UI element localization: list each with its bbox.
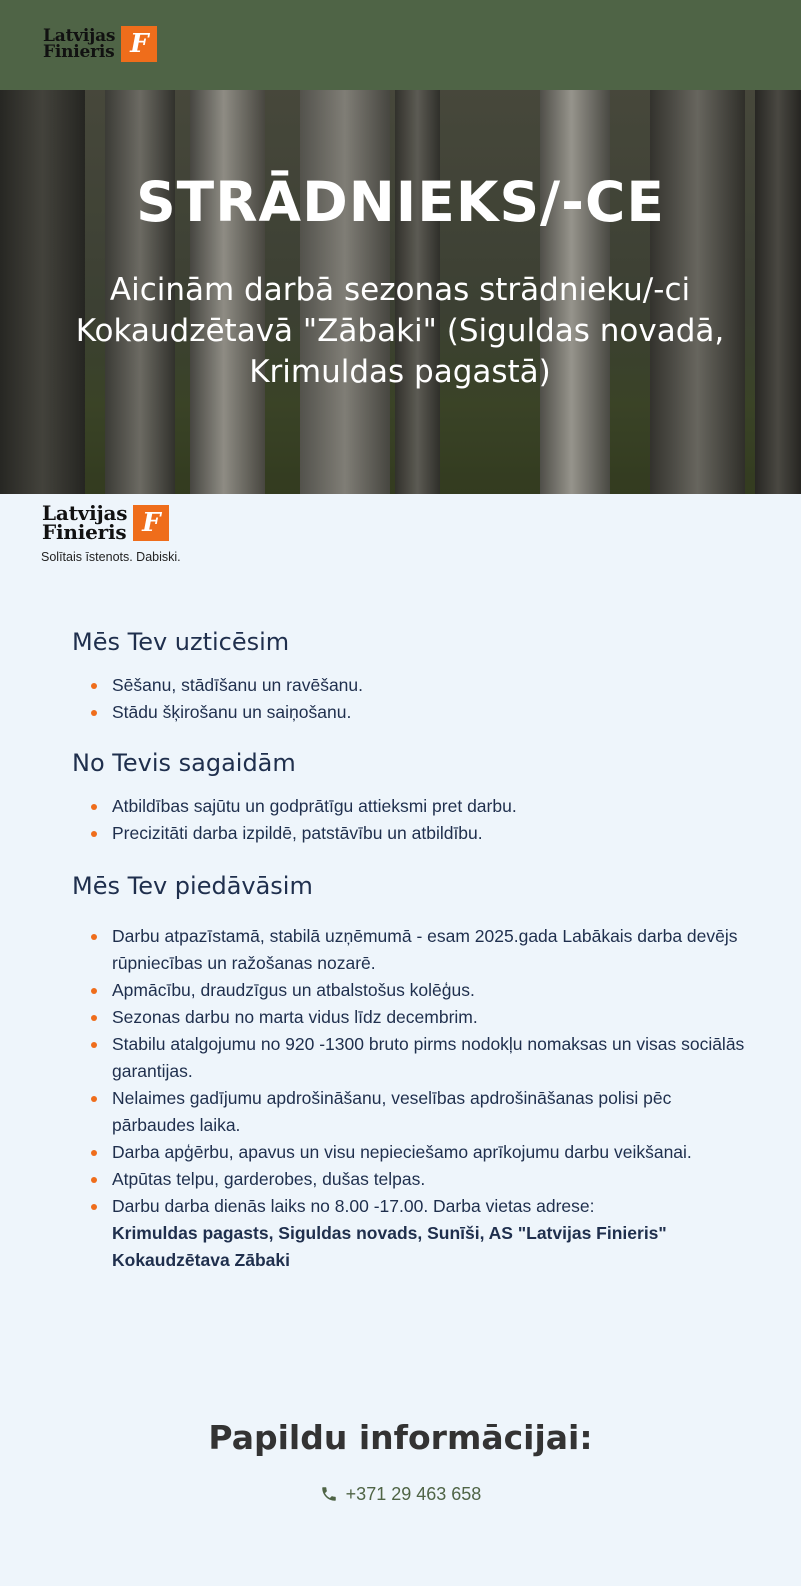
section-heading: Mēs Tev uzticēsim: [72, 628, 290, 656]
bullet-list: [72, 793, 752, 847]
brand-logo[interactable]: [43, 26, 157, 62]
section-heading: Mēs Tev piedāvāsim: [72, 872, 313, 900]
section-benefits: [72, 866, 752, 1274]
hero-subtitle: Aicinām darbā sezonas strādnieku/-ci Kokaudzētavā "Zābaki" (Siguldas novadā, Krimuldas pagastā): [75, 272, 725, 390]
site-header: [0, 0, 801, 90]
section-heading: No Tevis sagaidām: [72, 749, 296, 777]
work-address: Krimuldas pagasts, Siguldas novads, Sunīši, AS "Latvijas Finieris" Kokaudzētava Zābaki: [112, 1223, 667, 1270]
brand-tagline: Solītais īstenots. Dabiski.: [41, 550, 181, 564]
hero-banner: [0, 90, 801, 494]
list-item: Nelaimes gadījumu apdrošināšanu, veselības apdrošināšanas polisi pēc pārbaudes laika.: [112, 1085, 752, 1139]
list-item: Stabilu atalgojumu no 920 -1300 bruto pirms nodokļu nomaksas un visas sociālās garantijas.: [112, 1031, 752, 1085]
section-responsibilities: [72, 622, 752, 726]
section-requirements: [72, 743, 752, 847]
list-item: Sezonas darbu no marta vidus līdz decembrim.: [112, 1004, 752, 1031]
logo-f-icon: F: [133, 505, 169, 541]
phone-icon: [320, 1485, 338, 1503]
phone-link[interactable]: [0, 1484, 801, 1505]
list-item: Sēšanu, stādīšanu un ravēšanu.: [112, 672, 752, 699]
logo-wordmark: Latvijas Finieris: [42, 501, 128, 544]
bullet-list: [72, 672, 752, 726]
job-description: [72, 622, 752, 1274]
work-hours-text: Darbu darba dienās laiks no 8.00 -17.00. Darba vietas adrese:: [112, 1196, 595, 1216]
list-item: Darbu atpazīstamā, stabilā uzņēmumā - esam 2025.gada Labākais darba devējs rūpniecības un ražošanas nozarē.: [112, 923, 752, 977]
list-item-address: [112, 1193, 752, 1274]
bullet-list: [72, 923, 752, 1274]
list-item: Atbildības sajūtu un godprātīgu attieksmi pret darbu.: [112, 793, 752, 820]
list-item: Darba apģērbu, apavus un visu nepieciešamo aprīkojumu darbu veikšanai.: [112, 1139, 752, 1166]
list-item: Stādu šķirošanu un saiņošanu.: [112, 699, 752, 726]
page-title: STRĀDNIEKS/-CE: [136, 170, 665, 234]
logo-wordmark: Latvijas Finieris: [43, 26, 116, 62]
contact-heading: Papildu informācijai:: [208, 1418, 593, 1457]
logo-f-icon: F: [121, 26, 157, 62]
list-item: Atpūtas telpu, garderobes, dušas telpas.: [112, 1166, 752, 1193]
brand-logo-secondary: [42, 501, 169, 544]
list-item: Apmācību, draudzīgus un atbalstošus kolēģus.: [112, 977, 752, 1004]
phone-number[interactable]: +371 29 463 658: [345, 1484, 482, 1504]
list-item: Precizitāti darba izpildē, patstāvību un atbildību.: [112, 820, 752, 847]
